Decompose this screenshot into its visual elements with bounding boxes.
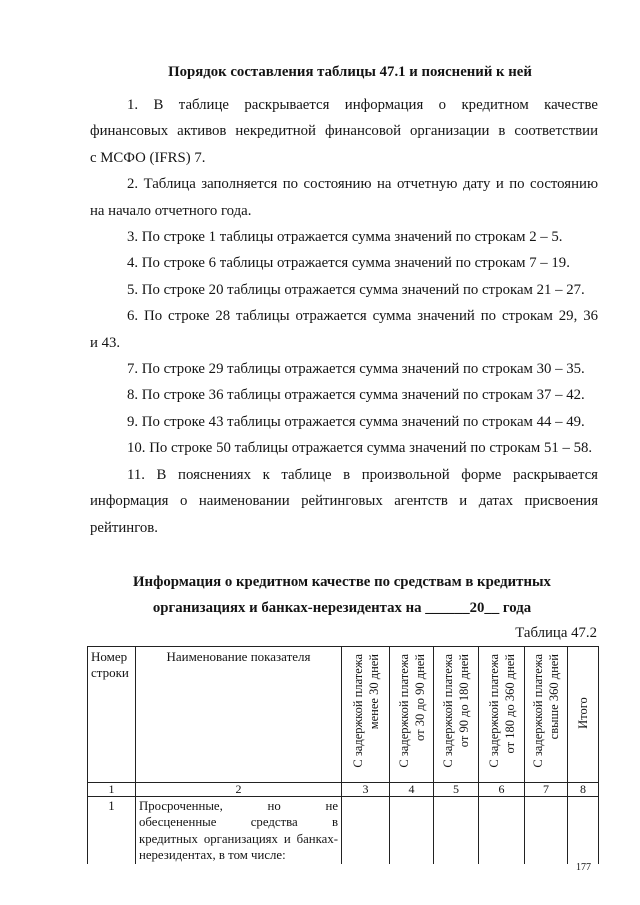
header-text-line: Итого	[576, 697, 590, 729]
header-indicator-name: Наименование показателя	[136, 647, 342, 783]
table-heading-line: Информация о кредитном качестве по средствам в кредитных	[133, 574, 551, 590]
paragraph-line: и 43.	[90, 334, 121, 351]
table-header-row	[88, 647, 599, 783]
header-overdue-over-360-days	[525, 647, 568, 783]
column-numbers-row	[88, 783, 599, 797]
header-overdue-30-90-days	[390, 647, 434, 783]
paragraph-line: 6. По строке 28 таблицы отражается сумма значений по строкам 29, 36	[127, 308, 598, 325]
header-text-line: от 180 до 360 дней	[502, 654, 517, 754]
header-row-number: Номер строки	[88, 647, 136, 783]
paragraph-1	[90, 92, 598, 171]
value-cell	[434, 797, 479, 865]
paragraph-line: 8. По строке 36 таблицы отражается сумма значений по строкам 37 – 42.	[127, 387, 585, 404]
header-text-line: менее 30 дней	[366, 654, 381, 730]
section-title: Порядок составления таблицы 47.1 и пояснений к ней	[168, 64, 532, 80]
credit-quality-table	[87, 646, 599, 864]
table-label: Таблица 47.2	[515, 625, 597, 641]
column-number-cell: 6	[479, 783, 525, 797]
paragraph-line: 3. По строке 1 таблицы отражается сумма значений по строкам 2 – 5.	[127, 229, 563, 246]
table-heading	[88, 569, 596, 622]
column-number-cell: 1	[88, 783, 136, 797]
column-number-cell: 4	[390, 783, 434, 797]
column-number-cell: 7	[525, 783, 568, 797]
paragraph-4	[90, 250, 598, 276]
paragraph-11	[90, 462, 598, 541]
value-cell	[390, 797, 434, 865]
column-number-cell: 8	[568, 783, 599, 797]
cell-text-line: обесцененные средства в	[139, 815, 338, 830]
paragraph-line: 7. По строке 29 таблицы отражается сумма значений по строкам 30 – 35.	[127, 361, 585, 378]
header-text-line: С задержкой платежа	[486, 654, 501, 768]
instructions	[90, 92, 598, 541]
paragraph-line: информация о наименовании рейтинговых агентств и датах присвоения	[90, 493, 598, 510]
cell-text-line: кредитных организациях и банках-	[139, 831, 338, 846]
table-row	[88, 797, 599, 865]
header-overdue-90-180-days	[434, 647, 479, 783]
header-overdue-less-30-days	[342, 647, 390, 783]
paragraph-line: 11. В пояснениях к таблице в произвольной форме раскрывается	[127, 466, 598, 483]
paragraph-line: финансовых активов некредитной финансовой организации в соответствии	[90, 123, 598, 140]
paragraph-line: 1. В таблице раскрывается информация о кредитном качестве	[127, 97, 598, 113]
paragraph-line: 2. Таблица заполняется по состоянию на отчетную дату и по состоянию	[127, 176, 598, 193]
paragraph-line: 9. По строке 43 таблицы отражается сумма значений по строкам 44 – 49.	[127, 413, 585, 430]
value-cell	[479, 797, 525, 865]
paragraph-9	[90, 409, 598, 435]
header-overdue-180-360-days	[479, 647, 525, 783]
header-text-line: С задержкой платежа	[531, 654, 545, 768]
cell-text-line: нерезидентах, в том числе:	[139, 847, 286, 862]
header-text-line: С задержкой платежа	[396, 654, 411, 768]
value-cell	[568, 797, 599, 865]
table-heading-line: организациях и банках-нерезидентах на ______20__ года	[152, 600, 532, 617]
indicator-name-cell	[136, 797, 342, 865]
value-cell	[342, 797, 390, 865]
column-number-cell: 2	[136, 783, 342, 797]
header-text-line: от 90 до 180 дней	[457, 654, 471, 748]
paragraph-3	[90, 224, 598, 250]
row-number-cell: 1	[88, 797, 136, 865]
paragraph-2	[90, 171, 598, 224]
paragraph-line: с МСФО (IFRS) 7.	[90, 149, 206, 166]
paragraph-line: 10. По строке 50 таблицы отражается сумма значений по строкам 51 – 58.	[127, 440, 593, 457]
paragraph-line: 4. По строке 6 таблицы отражается сумма значений по строкам 7 – 19.	[127, 255, 570, 272]
paragraph-line: на начало отчетного года.	[90, 202, 252, 219]
header-text-line: С задержкой платежа	[441, 654, 455, 768]
value-cell	[525, 797, 568, 865]
header-text-line: свыше 360 дней	[547, 654, 561, 740]
paragraph-8	[90, 382, 598, 408]
header-text-line: от 30 до 90 дней	[412, 654, 427, 741]
page-number: 177	[576, 862, 591, 873]
header-total	[568, 647, 599, 783]
paragraph-line: 5. По строке 20 таблицы отражается сумма значений по строкам 21 – 27.	[127, 281, 585, 298]
column-number-cell: 3	[342, 783, 390, 797]
paragraph-line: рейтингов.	[90, 519, 158, 536]
header-text-line: С задержкой платежа	[350, 654, 365, 768]
paragraph-10	[90, 435, 598, 461]
paragraph-7	[90, 356, 598, 382]
paragraph-6	[90, 303, 598, 356]
column-number-cell: 5	[434, 783, 479, 797]
paragraph-5	[90, 277, 598, 303]
cell-text-line: Просроченные, но не	[139, 799, 338, 813]
